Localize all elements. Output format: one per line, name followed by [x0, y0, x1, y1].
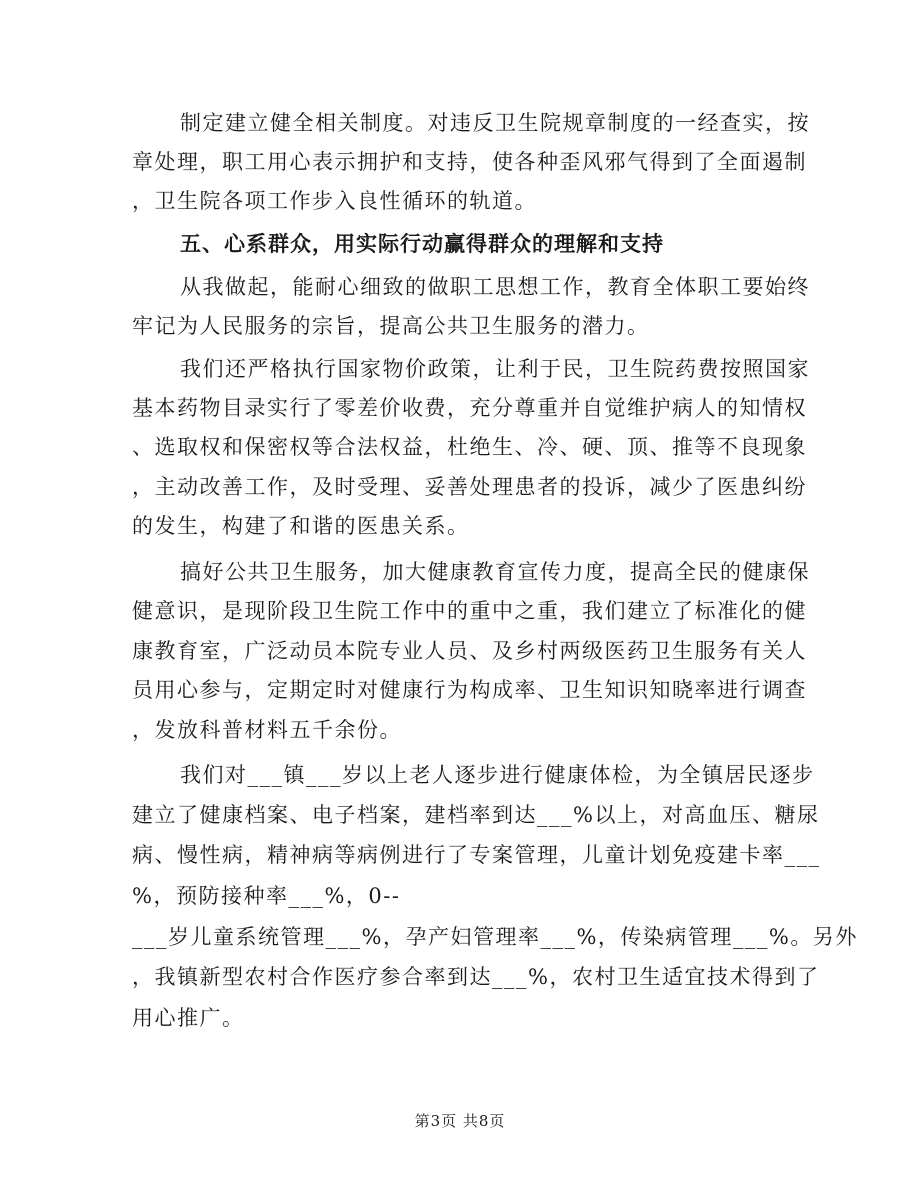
- paragraph-5-line-5: ___岁儿童系统管理___%，孕产妇管理率___%，传染病管理___%。另外: [132, 925, 858, 949]
- paragraph-2-line-1: 从我做起，能耐心细致的做职工思想工作，教育全体职工要始终: [180, 275, 810, 299]
- paragraph-4-line-2: 健意识，是现阶段卫生院工作中的重中之重，我们建立了标准化的健: [132, 599, 807, 623]
- paragraph-2-line-2: 牢记为人民服务的宗旨，提高公共卫生服务的潜力。: [132, 314, 650, 338]
- paragraph-3-line-5: 的发生，构建了和谐的医患关系。: [132, 514, 470, 538]
- paragraph-3-line-1: 我们还严格执行国家物价政策，让利于民，卫生院药费按照国家: [180, 357, 810, 381]
- paragraph-3-line-2: 基本药物目录实行了零差价收费，充分尊重并自觉维护病人的知情权: [132, 396, 807, 420]
- section-heading: 五、心系群众，用实际行动赢得群众的理解和支持: [180, 232, 664, 256]
- paragraph-3-line-4: ，主动改善工作，及时受理、妥善处理患者的投诉，减少了医患纠纷: [132, 475, 807, 499]
- paragraph-5-line-3: 病、慢性病，精神病等病例进行了专案管理，儿童计划免疫建卡率___: [132, 843, 821, 867]
- paragraph-4-line-4: 员用心参与，定期定时对健康行为构成率、卫生知识知晓率进行调查: [132, 678, 807, 702]
- paragraph-5-line-4: %，预防接种率___%，0--: [132, 884, 401, 908]
- paragraph-4-line-1: 搞好公共卫生服务，加大健康教育宣传力度，提高全民的健康保: [180, 560, 810, 584]
- paragraph-5-line-6: ，我镇新型农村合作医疗参合率到达___%，农村卫生适宜技术得到了: [132, 965, 820, 989]
- paragraph-3-line-3: 、选取权和保密权等合法权益，杜绝生、冷、硬、顶、推等不良现象: [132, 435, 807, 459]
- paragraph-1-line-2: 章处理，职工用心表示拥护和支持，使各种歪风邪气得到了全面遏制: [132, 150, 807, 174]
- paragraph-1-line-1: 制定建立健全相关制度。对违反卫生院规章制度的一经查实，按: [180, 111, 810, 135]
- paragraph-4-line-3: 康教育室，广泛动员本院专业人员、及乡村两级医药卫生服务有关人: [132, 639, 807, 663]
- paragraph-1-line-3: ，卫生院各项工作步入良性循环的轨道。: [132, 189, 537, 213]
- paragraph-4-line-5: ，发放科普材料五千余份。: [132, 718, 402, 742]
- paragraph-5-line-1: 我们对___镇___岁以上老人逐步进行健康体检，为全镇居民逐步: [180, 763, 815, 787]
- paragraph-5-line-2: 建立了健康档案、电子档案，建档率到达___%以上，对高血压、糖尿: [132, 803, 820, 827]
- page-number: 第3页 共8页: [414, 1112, 506, 1130]
- paragraph-5-line-7: 用心推广。: [132, 1006, 245, 1030]
